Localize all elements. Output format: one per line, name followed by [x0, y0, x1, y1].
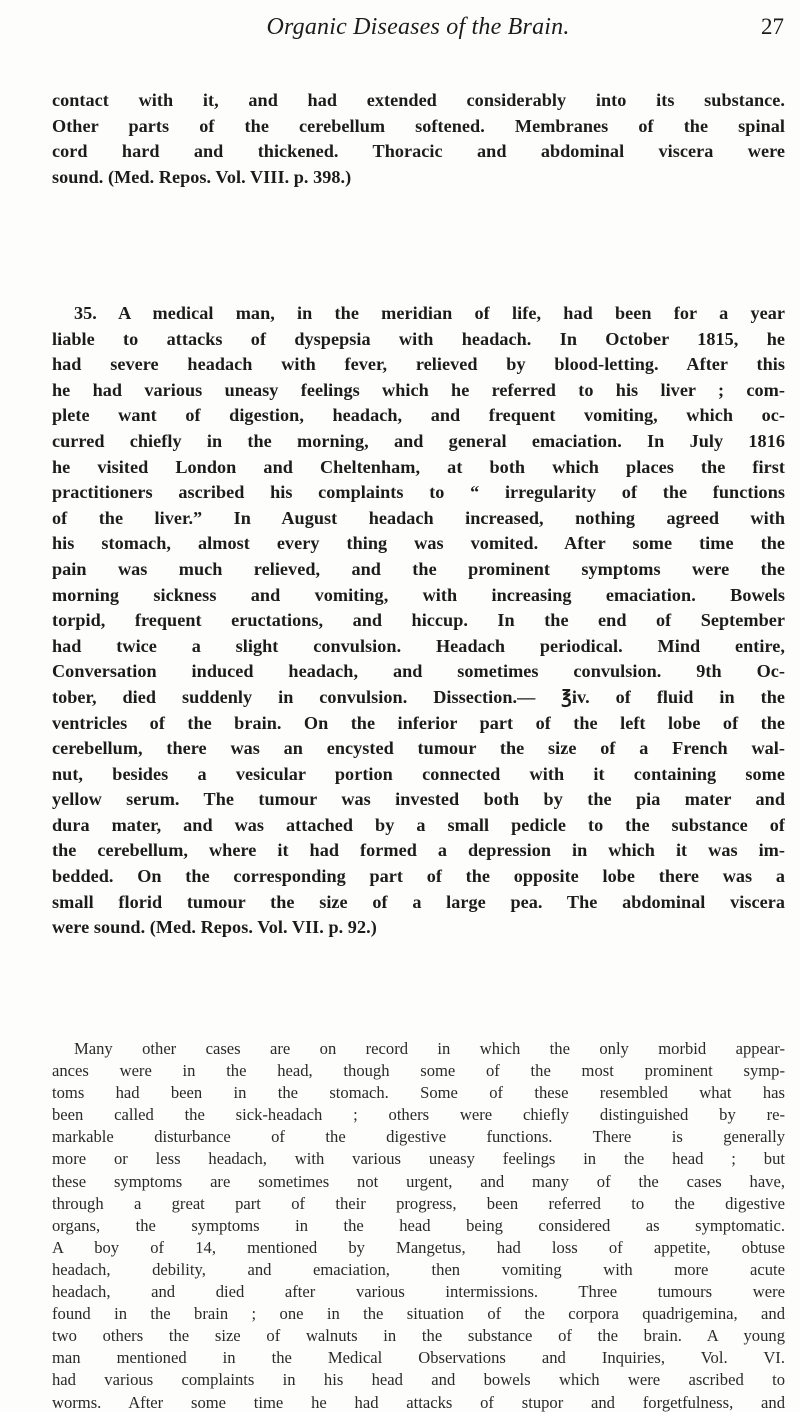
text-line: toms had been in the stomach. Some of these resembled what has [52, 1083, 785, 1103]
text-line: plete want of digestion, headach, and frequent vomiting, which oc- [52, 405, 785, 426]
text-line: practitioners ascribed his complaints to “ irregularity of the functions [52, 482, 785, 503]
text-line: were sound. (Med. Repos. Vol. VII. p. 92.) [52, 917, 377, 938]
text-line: headach, debility, and emaciation, then vomiting with more acute [52, 1259, 785, 1279]
text-line: 35. A medical man, in the meridian of life, had been for a year [74, 303, 785, 323]
text-line: had severe headach with fever, relieved by blood-letting. After this [52, 354, 785, 375]
text-line: pain was much relieved, and the prominent symptoms were the [52, 558, 785, 579]
text-line: tober, died suddenly in convulsion. Dissection.— ℥iv. of fluid in the [52, 686, 785, 707]
text-line: small florid tumour the size of a large pea. The abdominal viscera [52, 891, 785, 912]
text-line: Other parts of the cerebellum softened. Membranes of the spinal [52, 115, 785, 136]
text-line: had various complaints in his head and bowels which were ascribed to [52, 1370, 785, 1390]
running-head [52, 10, 784, 44]
text-line: more or less headach, with various uneasy feelings in the head ; but [52, 1149, 785, 1169]
text-line: ances were in the head, though some of the most prominent symp- [52, 1061, 785, 1081]
text-line: he had various uneasy feelings which he referred to his liver ; com- [52, 379, 785, 400]
text-line: dura mater, and was attached by a small pedicle to the substance of [52, 814, 785, 835]
text-line: had twice a slight convulsion. Headach periodical. Mind entire, [52, 635, 785, 656]
text-line: yellow serum. The tumour was invested both by the pia mater and [52, 789, 785, 810]
text-line: ventricles of the brain. On the inferior part of the left lobe of the [52, 712, 785, 733]
text-line: morning sickness and vomiting, with increasing emaciation. Bowels [52, 584, 785, 605]
text-line: A boy of 14, mentioned by Mangetus, had loss of appetite, obtuse [52, 1237, 785, 1257]
text-line: Many other cases are on record in which the only morbid appear- [74, 1039, 785, 1058]
text-line: through a great part of their progress, been referred to the digestive [52, 1193, 785, 1213]
text-line: liable to attacks of dyspepsia with headach. In October 1815, he [52, 328, 785, 349]
closing-paragraph [52, 1038, 785, 1414]
text-line: man mentioned in the Medical Observations and Inquiries, Vol. VI. [52, 1348, 785, 1368]
text-line: worms. After some time he had attacks of stupor and forgetfulness, and [52, 1392, 785, 1412]
text-line: organs, the symptoms in the head being considered as symptomatic. [52, 1215, 785, 1235]
case-35-paragraph [52, 301, 785, 941]
text-line: curred chiefly in the morning, and general emaciation. In July 1816 [52, 430, 785, 451]
text-line: contact with it, and had extended considerably into its substance. [52, 90, 785, 110]
text-line: these symptoms are sometimes not urgent, and many of the cases have, [52, 1171, 785, 1191]
text-line: sound. (Med. Repos. Vol. VIII. p. 398.) [52, 166, 352, 187]
text-line: of the liver.” In August headach increased, nothing agreed with [52, 507, 785, 528]
text-line: two others the size of walnuts in the substance of the brain. A young [52, 1326, 785, 1346]
text-line: found in the brain ; one in the situation of the corpora quadrigemina, and [52, 1304, 785, 1324]
running-title: Organic Diseases of the Brain. [266, 14, 570, 40]
text-line: he visited London and Cheltenham, at both which places the first [52, 456, 785, 477]
text-line: headach, and died after various intermissions. Three tumours were [52, 1282, 785, 1302]
text-line: Conversation induced headach, and sometimes convulsion. 9th Oc- [52, 661, 785, 682]
text-line: his stomach, almost every thing was vomited. After some time the [52, 533, 785, 554]
text-line: been called the sick-headach ; others were chiefly distinguished by re- [52, 1105, 785, 1125]
text-line: nut, besides a vesicular portion connected with it containing some [52, 763, 785, 784]
continued-paragraph [52, 88, 785, 190]
text-line: cord hard and thickened. Thoracic and abdominal viscera were [52, 141, 785, 162]
text-line: markable disturbance of the digestive functions. There is generally [52, 1127, 785, 1147]
text-line: torpid, frequent eructations, and hiccup. In the end of September [52, 610, 785, 631]
page-number: 27 [761, 14, 784, 39]
text-line: bedded. On the corresponding part of the opposite lobe there was a [52, 866, 785, 887]
text-line: cerebellum, there was an encysted tumour the size of a French wal- [52, 738, 785, 759]
text-line: the cerebellum, where it had formed a depression in which it was im- [52, 840, 785, 861]
